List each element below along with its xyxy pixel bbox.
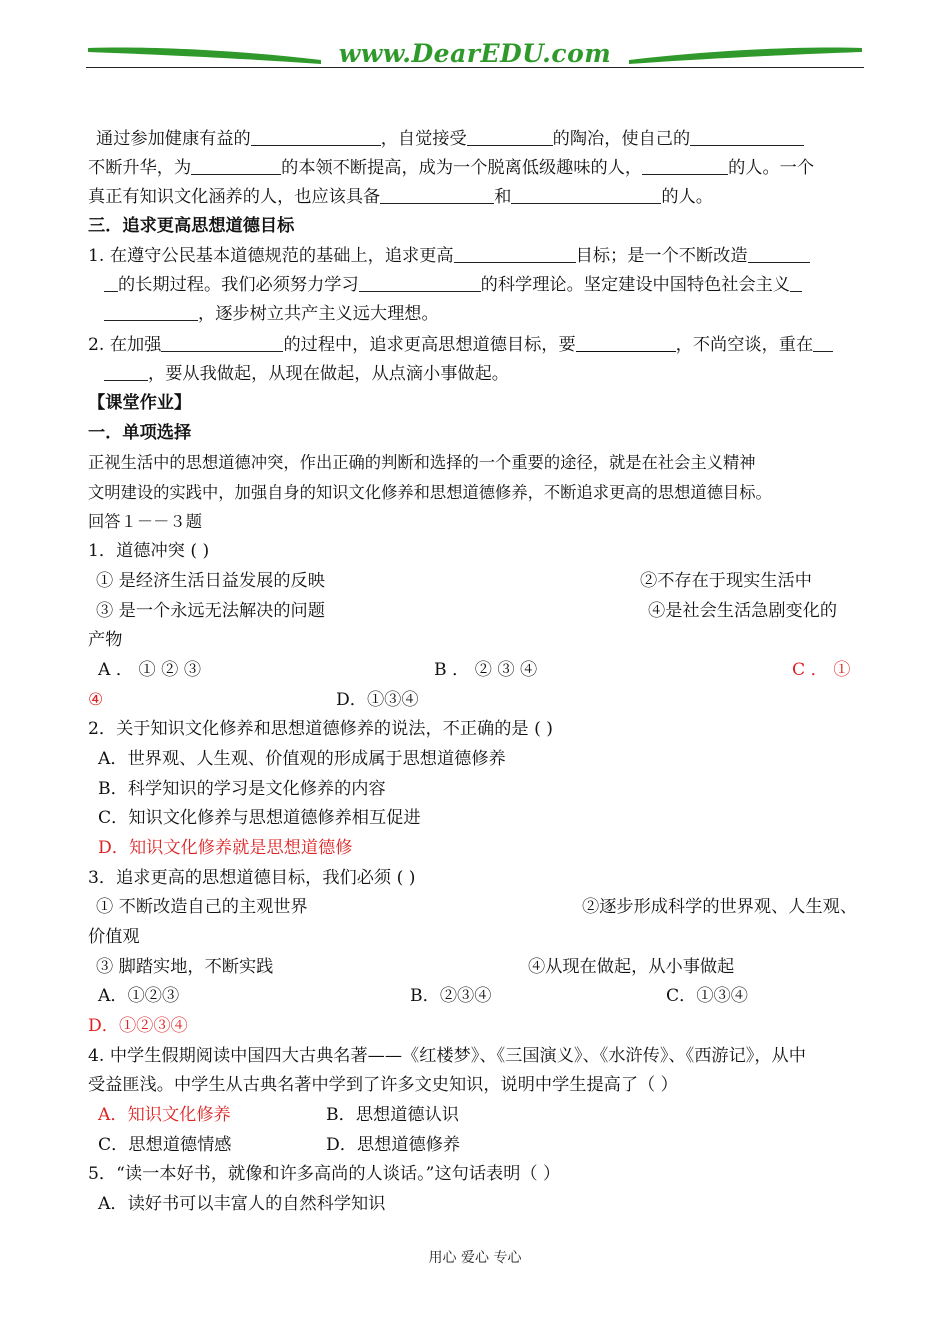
paragraph-line	[88, 245, 810, 267]
paragraph-line	[88, 334, 833, 356]
choice-d[interactable]: D．思想道德修养	[326, 1135, 461, 1155]
text: 的陶冶，使自己的	[552, 129, 691, 149]
choice-d[interactable]: D．①③④	[336, 690, 419, 710]
choice-a[interactable]: A．世界观、人生观、价值观的形成属于思想道德修养	[98, 749, 506, 769]
choice-b[interactable]: B ． ② ③ ④	[434, 660, 538, 680]
intro-line: 回答１－－３题	[88, 512, 202, 531]
paragraph-line	[104, 303, 439, 325]
fill-blank[interactable]	[380, 188, 494, 204]
text: 目标；是一个不断改造	[575, 246, 748, 266]
fill-blank[interactable]	[454, 247, 576, 263]
choice-a-answer[interactable]: A．知识文化修养	[98, 1105, 231, 1125]
question-stem: 4. 中学生假期阅读中国四大古典名著——《红楼梦》、《三国演义》、《水浒传》、《西游记》，从中	[88, 1046, 806, 1066]
question-stem: 受益匪浅。中学生从古典名著中学到了许多文史知识，说明中学生提高了（ ）	[88, 1075, 678, 1095]
fill-blank[interactable]	[642, 159, 728, 175]
option-item: ① 是经济生活日益发展的反映	[96, 571, 325, 591]
question-stem: 3．追求更高的思想道德目标，我们必须 ( )	[88, 868, 416, 888]
header-rule	[86, 67, 864, 68]
fill-blank[interactable]	[104, 305, 198, 321]
text: 不断升华，为	[88, 158, 192, 178]
intro-line: 文明建设的实践中，加强自身的知识文化修养和思想道德修养，不断追求更高的思想道德目标。	[88, 483, 772, 502]
paragraph-line	[104, 363, 509, 385]
paragraph-line	[88, 157, 814, 179]
fill-blank[interactable]	[511, 188, 661, 204]
choice-a[interactable]: A ． ① ② ③	[98, 660, 202, 680]
option-item: ④从现在做起，从小事做起	[528, 957, 735, 977]
text: ，不尚空谈，重在	[675, 335, 814, 355]
option-item: 产物	[88, 630, 123, 650]
text: 真正有知识文化涵养的人，也应该具备	[88, 187, 381, 207]
choice-c[interactable]: C．思想道德情感	[98, 1135, 232, 1155]
option-item: ③ 是一个永远无法解决的问题	[96, 601, 325, 621]
choice-c-answer[interactable]: C ． ①	[792, 660, 851, 680]
text: 的过程中，追求更高思想道德目标，要	[283, 335, 576, 355]
text: 2. 在加强	[88, 335, 162, 355]
text: 的人。	[661, 187, 713, 207]
choice-b[interactable]: B．思想道德认识	[326, 1105, 459, 1125]
fill-blank[interactable]	[191, 159, 281, 175]
paragraph-line	[96, 128, 804, 150]
choice-a[interactable]: A．读好书可以丰富人的自然科学知识	[98, 1194, 386, 1214]
option-item: ① 不断改造自己的主观世界	[96, 897, 308, 917]
text: 和	[494, 187, 512, 207]
fill-blank[interactable]	[576, 336, 676, 352]
option-item: ②逐步形成科学的世界观、人生观、	[582, 897, 858, 917]
question-stem: 1．道德冲突 ( )	[88, 541, 210, 561]
choice-d-answer[interactable]: D．①②③④	[88, 1016, 188, 1036]
choice-d-answer[interactable]: D．知识文化修养就是思想道德修	[98, 838, 353, 858]
fill-blank[interactable]	[790, 276, 802, 292]
fill-blank[interactable]	[104, 276, 118, 292]
paragraph-line	[104, 274, 802, 296]
fill-blank[interactable]	[690, 130, 804, 146]
text: ，自觉接受	[380, 129, 467, 149]
question-stem: 5．“读一本好书，就像和许多高尚的人谈话。”这句话表明（ ）	[88, 1164, 561, 1184]
fill-blank[interactable]	[748, 247, 810, 263]
choice-c[interactable]: C．知识文化修养与思想道德修养相互促进	[98, 808, 421, 828]
text: 的人。一个	[728, 158, 815, 178]
subsection-title: 一．单项选择	[88, 423, 192, 443]
fill-blank[interactable]	[813, 336, 833, 352]
choice-b[interactable]: B．②③④	[410, 986, 492, 1006]
question-stem: 2．关于知识文化修养和思想道德修养的说法，不正确的是 ( )	[88, 719, 553, 739]
choice-c-answer-cont: ④	[88, 690, 104, 710]
fill-blank[interactable]	[161, 336, 283, 352]
site-logo-text[interactable]: www.DearEDU.com	[338, 39, 612, 68]
option-item: ②不存在于现实生活中	[640, 571, 812, 591]
fill-blank[interactable]	[104, 365, 148, 381]
choice-c[interactable]: C．①③④	[666, 986, 748, 1006]
fill-blank[interactable]	[359, 276, 481, 292]
header-banner	[86, 36, 864, 76]
choice-a[interactable]: A．①②③	[98, 986, 180, 1006]
text: ，要从我做起，从现在做起，从点滴小事做起。	[148, 364, 509, 384]
text: 的长期过程。我们必须努力学习	[118, 275, 359, 295]
option-item: ③ 脚踏实地，不断实践	[96, 957, 274, 977]
text: 的科学理论。坚定建设中国特色社会主义	[480, 275, 791, 295]
paragraph-line	[88, 186, 713, 208]
text: 的本领不断提高，成为一个脱离低级趣味的人，	[281, 158, 643, 178]
intro-line: 正视生活中的思想道德冲突，作出正确的判断和选择的一个重要的途径，就是在社会主义精神	[88, 453, 756, 472]
page-footer: 用心 爱心 专心	[428, 1250, 522, 1266]
choice-b[interactable]: B．科学知识的学习是文化修养的内容	[98, 779, 386, 799]
option-item: ④是社会生活急剧变化的	[648, 601, 838, 621]
text: 1. 在遵守公民基本道德规范的基础上，追求更高	[88, 246, 454, 266]
text: ，逐步树立共产主义远大理想。	[198, 304, 439, 324]
text: 通过参加健康有益的	[96, 129, 251, 149]
fill-blank[interactable]	[251, 130, 381, 146]
section-title: 三．追求更高思想道德目标	[88, 216, 295, 236]
homework-title: 【课堂作业】	[88, 393, 192, 413]
option-item: 价值观	[88, 927, 140, 947]
fill-blank[interactable]	[467, 130, 553, 146]
